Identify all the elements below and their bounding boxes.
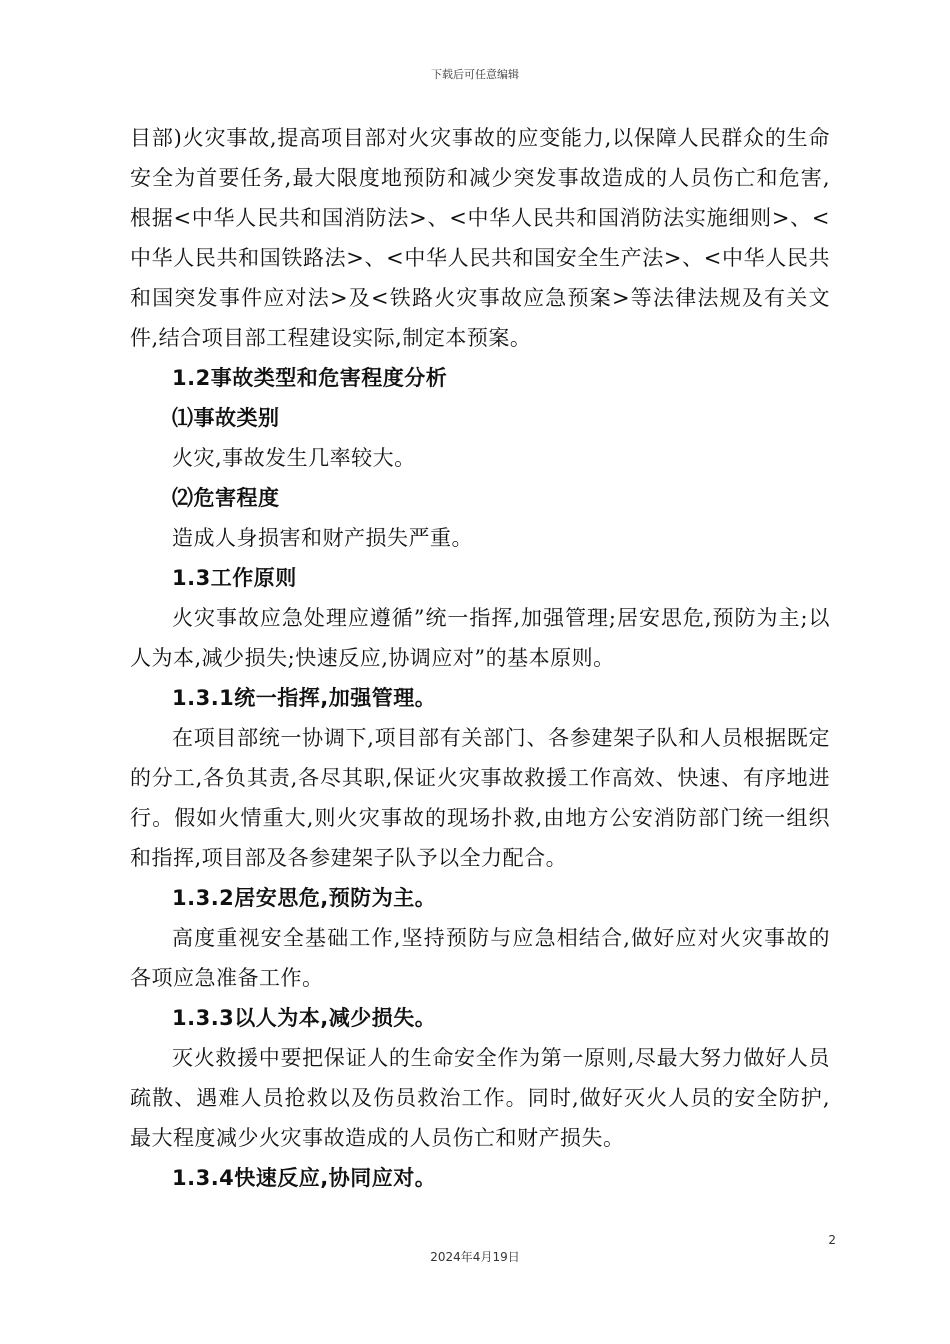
paragraph-accident-category: 火灾,事故发生几率较大。 — [172, 446, 416, 470]
page-header: 下载后可任意编辑 — [431, 68, 519, 81]
section-heading-1-3: 1.3工作原则 — [172, 566, 297, 590]
section-heading-1-2: 1.2事故类型和危害程度分析 — [172, 366, 448, 390]
subheading-hazard-degree: ⑵危害程度 — [172, 486, 280, 510]
paragraph-hazard-degree: 造成人身损害和财产损失严重。 — [172, 526, 473, 550]
document-body — [130, 118, 830, 1198]
paragraph-work-principles: 火灾事故应急处理应遵循”统一指挥,加强管理;居安思危,预防为主;以人为本,减少损失;快速反应,协调应对”的基本原则。 — [130, 606, 830, 670]
page-footer-date: 2024年4月19日 — [430, 1250, 520, 1264]
paragraph-prevention: 高度重视安全基础工作,坚持预防与应急相结合,做好应对火灾事故的各项应急准备工作。 — [130, 926, 830, 990]
subheading-accident-category: ⑴事故类别 — [172, 406, 280, 430]
paragraph-intro-continuation: 目部)火灾事故,提高项目部对火灾事故的应变能力,以保障人民群众的生命安全为首要任务,最大限度地预防和减少突发事故造成的人员伤亡和危害,根据<中华人民共和国消防法>、<中华人民共和国消防法实施细则>、<中华人民共和国铁路法>、<中华人民共和国安全生产法>、<中华人民共和国突发事件应对法>及<铁路火灾事故应急预案>等法律法规及有关文件,结合项目部工程建设实际,制定本预案。 — [130, 126, 830, 350]
section-heading-1-3-1: 1.3.1统一指挥,加强管理。 — [172, 686, 437, 710]
section-heading-1-3-2: 1.3.2居安思危,预防为主。 — [172, 886, 437, 910]
section-heading-1-3-3: 1.3.3以人为本,减少损失。 — [172, 1006, 437, 1030]
paragraph-unified-command: 在项目部统一协调下,项目部有关部门、各参建架子队和人员根据既定的分工,各负其责,各尽其职,保证火灾事故救援工作高效、快速、有序地进行。假如火情重大,则火灾事故的现场扑救,由地方公安消防部门统一组织和指挥,项目部及各参建架子队予以全力配合。 — [130, 726, 830, 870]
page-number: 2 — [828, 1233, 836, 1247]
section-heading-1-3-4: 1.3.4快速反应,协同应对。 — [172, 1166, 437, 1190]
paragraph-people-first: 灭火救援中要把保证人的生命安全作为第一原则,尽最大努力做好人员疏散、遇难人员抢救以及伤员救治工作。同时,做好灭火人员的安全防护,最大程度减少火灾事故造成的人员伤亡和财产损失。 — [130, 1046, 830, 1150]
